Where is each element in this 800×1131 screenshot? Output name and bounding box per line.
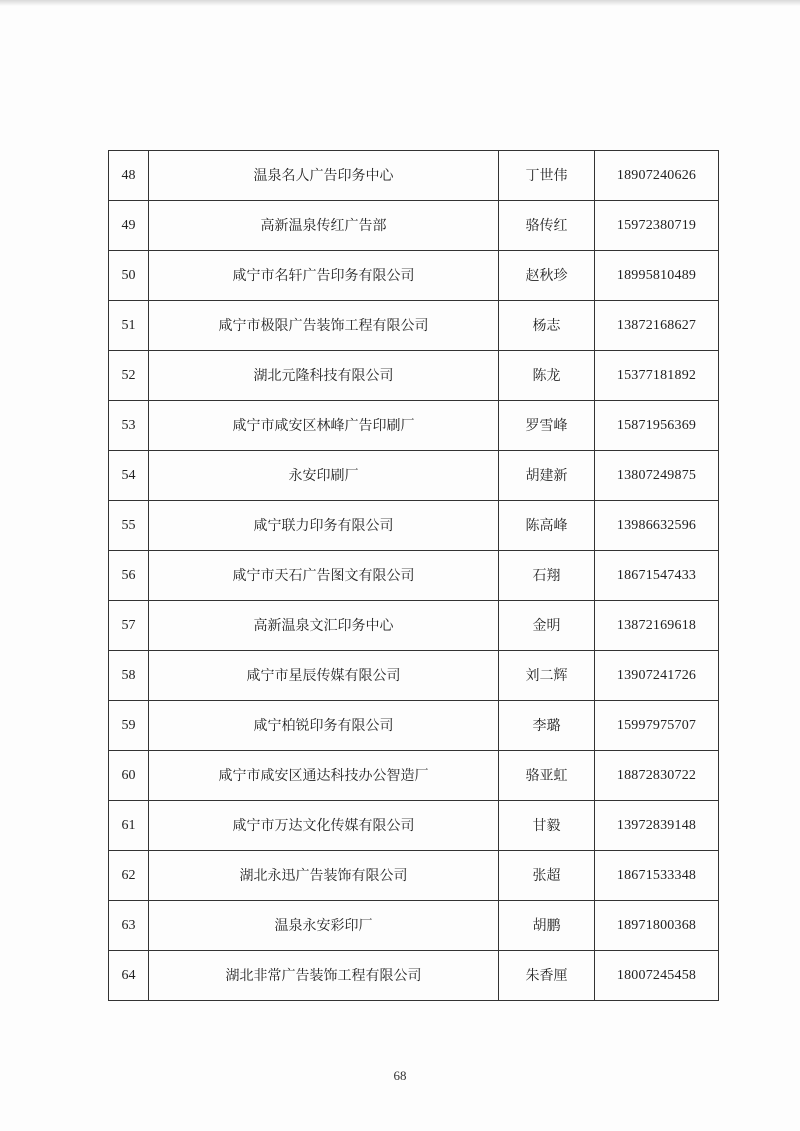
company-name-cell: 咸宁市万达文化传媒有限公司 (149, 801, 499, 851)
table-row (109, 901, 719, 951)
row-index-cell: 51 (109, 301, 149, 351)
company-name-cell: 高新温泉文汇印务中心 (149, 601, 499, 651)
phone-number-cell: 13972839148 (595, 801, 719, 851)
contact-person-cell: 刘二辉 (499, 651, 595, 701)
row-index-cell: 50 (109, 251, 149, 301)
row-index-cell: 56 (109, 551, 149, 601)
phone-number-cell: 15972380719 (595, 201, 719, 251)
phone-number-cell: 18671547433 (595, 551, 719, 601)
company-name-cell: 咸宁市星辰传媒有限公司 (149, 651, 499, 701)
contact-person-cell: 杨志 (499, 301, 595, 351)
contact-person-cell: 陈龙 (499, 351, 595, 401)
page-number: 68 (393, 1068, 407, 1083)
contact-person-cell: 罗雪峰 (499, 401, 595, 451)
table-row (109, 751, 719, 801)
table-row (109, 151, 719, 201)
table-row (109, 401, 719, 451)
company-name-cell: 咸宁联力印务有限公司 (149, 501, 499, 551)
company-name-cell: 咸宁市名轩广告印务有限公司 (149, 251, 499, 301)
table-row (109, 451, 719, 501)
row-index-cell: 60 (109, 751, 149, 801)
contact-person-cell: 胡建新 (499, 451, 595, 501)
phone-number-cell: 13807249875 (595, 451, 719, 501)
company-name-cell: 咸宁柏锐印务有限公司 (149, 701, 499, 751)
company-name-cell: 咸宁市极限广告装饰工程有限公司 (149, 301, 499, 351)
scan-edge (0, 0, 800, 6)
table-row (109, 701, 719, 751)
contact-person-cell: 石翔 (499, 551, 595, 601)
row-index-cell: 59 (109, 701, 149, 751)
row-index-cell: 55 (109, 501, 149, 551)
company-name-cell: 咸宁市咸安区通达科技办公智造厂 (149, 751, 499, 801)
phone-number-cell: 13872168627 (595, 301, 719, 351)
company-name-cell: 温泉永安彩印厂 (149, 901, 499, 951)
table-row (109, 201, 719, 251)
company-name-cell: 高新温泉传红广告部 (149, 201, 499, 251)
company-contact-table (108, 150, 719, 1001)
contact-person-cell: 陈高峰 (499, 501, 595, 551)
table-row (109, 851, 719, 901)
row-index-cell: 52 (109, 351, 149, 401)
company-name-cell: 温泉名人广告印务中心 (149, 151, 499, 201)
phone-number-cell: 15377181892 (595, 351, 719, 401)
row-index-cell: 49 (109, 201, 149, 251)
contact-person-cell: 丁世伟 (499, 151, 595, 201)
contact-person-cell: 赵秋珍 (499, 251, 595, 301)
table-row (109, 301, 719, 351)
phone-number-cell: 15997975707 (595, 701, 719, 751)
contact-person-cell: 胡鹏 (499, 901, 595, 951)
row-index-cell: 64 (109, 951, 149, 1001)
table-row (109, 501, 719, 551)
phone-number-cell: 18872830722 (595, 751, 719, 801)
table-row (109, 801, 719, 851)
contact-person-cell: 朱香厘 (499, 951, 595, 1001)
contact-person-cell: 张超 (499, 851, 595, 901)
phone-number-cell: 18007245458 (595, 951, 719, 1001)
company-name-cell: 咸宁市咸安区林峰广告印刷厂 (149, 401, 499, 451)
contact-person-cell: 金明 (499, 601, 595, 651)
phone-number-cell: 18971800368 (595, 901, 719, 951)
row-index-cell: 61 (109, 801, 149, 851)
company-name-cell: 咸宁市天石广告图文有限公司 (149, 551, 499, 601)
company-name-cell: 湖北永迅广告装饰有限公司 (149, 851, 499, 901)
contact-person-cell: 骆亚虹 (499, 751, 595, 801)
company-name-cell: 永安印刷厂 (149, 451, 499, 501)
phone-number-cell: 13907241726 (595, 651, 719, 701)
table-row (109, 251, 719, 301)
company-name-cell: 湖北元隆科技有限公司 (149, 351, 499, 401)
phone-number-cell: 13986632596 (595, 501, 719, 551)
table-body (109, 151, 719, 1001)
company-name-cell: 湖北非常广告装饰工程有限公司 (149, 951, 499, 1001)
table-row (109, 951, 719, 1001)
row-index-cell: 62 (109, 851, 149, 901)
phone-number-cell: 18907240626 (595, 151, 719, 201)
phone-number-cell: 13872169618 (595, 601, 719, 651)
row-index-cell: 63 (109, 901, 149, 951)
phone-number-cell: 18671533348 (595, 851, 719, 901)
row-index-cell: 57 (109, 601, 149, 651)
row-index-cell: 53 (109, 401, 149, 451)
table-row (109, 351, 719, 401)
contact-person-cell: 骆传红 (499, 201, 595, 251)
row-index-cell: 48 (109, 151, 149, 201)
table-row (109, 651, 719, 701)
table-row (109, 601, 719, 651)
row-index-cell: 58 (109, 651, 149, 701)
contact-person-cell: 甘毅 (499, 801, 595, 851)
phone-number-cell: 18995810489 (595, 251, 719, 301)
phone-number-cell: 15871956369 (595, 401, 719, 451)
row-index-cell: 54 (109, 451, 149, 501)
table-row (109, 551, 719, 601)
contact-person-cell: 李璐 (499, 701, 595, 751)
